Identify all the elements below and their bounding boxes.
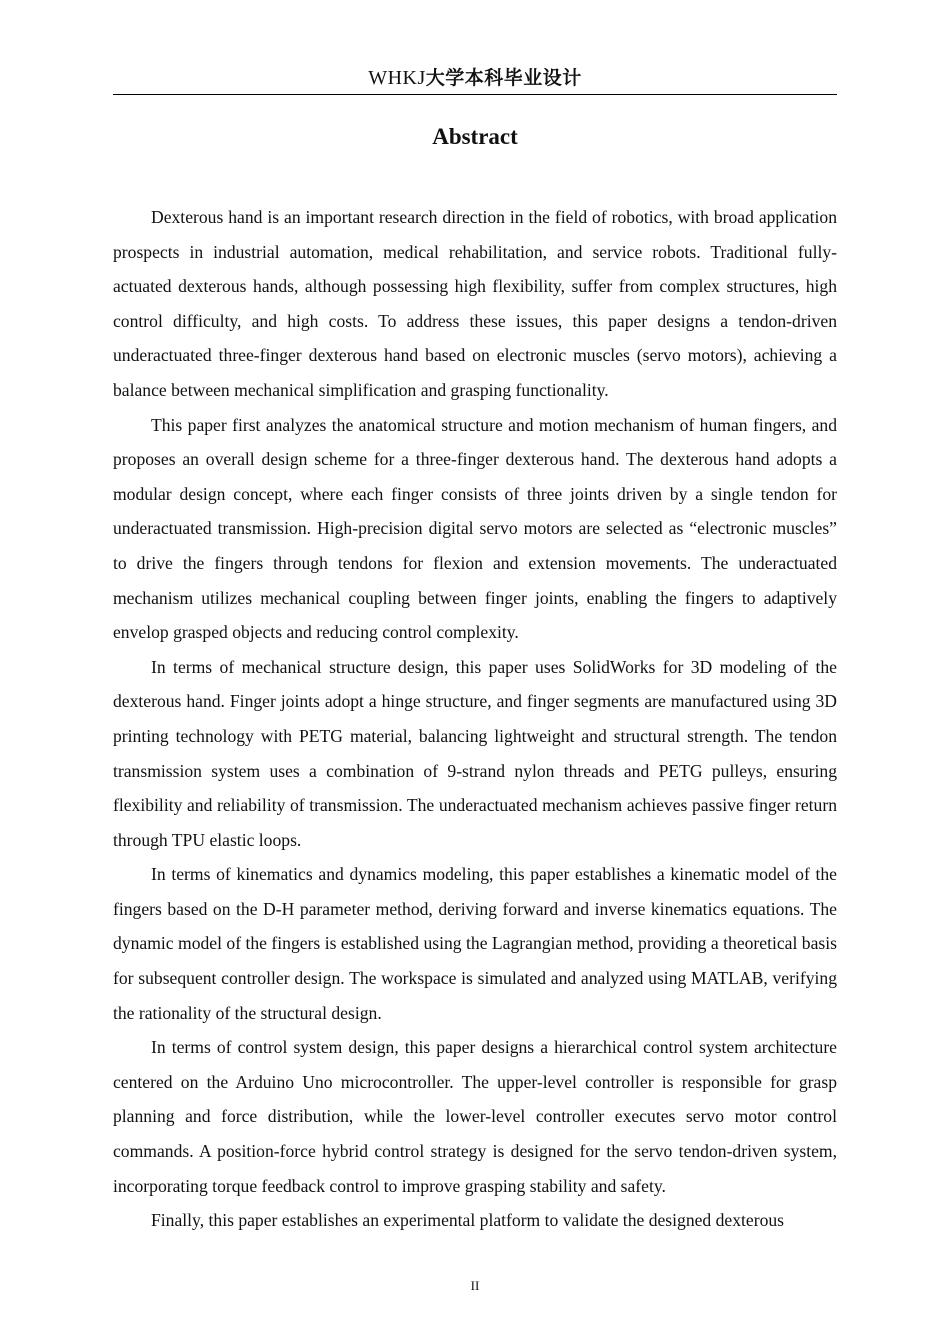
paragraph-1: Dexterous hand is an important research direction in the field of robotics, with broad application prospects in industrial automation, medical rehabilitation, and service robots. Traditional fully-actuated dexterous hands, although possessing high flexibility, suffer from complex structures, high control difficulty, and high costs. To address these issues, this paper designs a tendon-driven underactuated three-finger dexterous hand based on electronic muscles (servo motors), achieving a balance between mechanical simplification and grasping functionality. <box>113 207 837 400</box>
running-header <box>113 62 837 95</box>
abstract-title: Abstract <box>432 124 518 149</box>
header-title <box>368 62 582 94</box>
paragraph-2: This paper first analyzes the anatomical structure and motion mechanism of human fingers, and proposes an overall design scheme for a three-finger dexterous hand. The dexterous hand adopts a modular design concept, where each finger consists of three joints driven by a single tendon for underactuated transmission. High-precision digital servo motors are selected as “electronic muscles” to drive the fingers through tendons for flexion and extension movements. The underactuated mechanism utilizes mechanical coupling between finger joints, enabling the fingers to adaptively envelop grasped objects and reducing control complexity. <box>113 414 837 643</box>
header-cn: 大学本科毕业设计 <box>425 67 582 89</box>
paragraph-4: In terms of kinematics and dynamics modeling, this paper establishes a kinematic model of the fingers based on the D-H parameter method, deriving forward and inverse kinematics equations. The dynamic model of the fingers is established using the Lagrangian method, providing a theoretical basis for subsequent controller design. The workspace is simulated and analyzed using MATLAB, verifying the rationality of the structural design. <box>113 864 837 1023</box>
paragraph-5: In terms of control system design, this paper designs a hierarchical control system architecture centered on the Arduino Uno microcontroller. The upper-level controller is responsible for grasp planning and force distribution, while the lower-level controller executes servo motor control commands. A position-force hybrid control strategy is designed for the servo tendon-driven system, incorporating torque feedback control to improve grasping stability and safety. <box>113 1037 837 1196</box>
abstract-body <box>113 200 837 1238</box>
page-number: II <box>470 1278 480 1293</box>
paragraph-3: In terms of mechanical structure design, this paper uses SolidWorks for 3D modeling of the dexterous hand. Finger joints adopt a hinge structure, and finger segments are manufactured using 3D printing technology with PETG material, balancing lightweight and structural strength. The tendon transmission system uses a combination of 9-strand nylon threads and PETG pulleys, ensuring flexibility and reliability of transmission. The underactuated mechanism achieves passive finger return through TPU elastic loops. <box>113 656 837 850</box>
header-latin: WHKJ <box>368 67 426 89</box>
paragraph-6: Finally, this paper establishes an experimental platform to validate the designed dexterous <box>151 1210 785 1231</box>
